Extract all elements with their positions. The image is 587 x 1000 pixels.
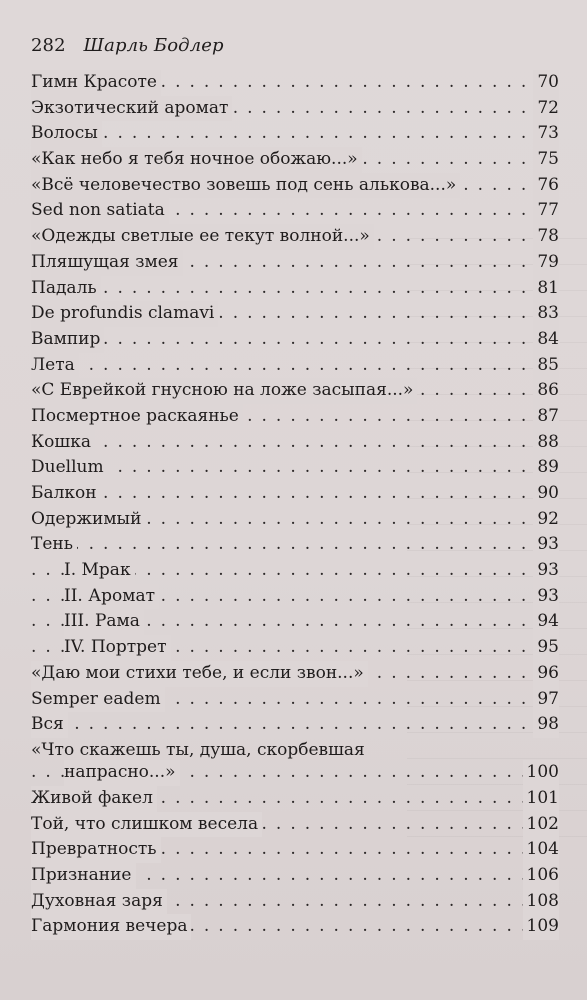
toc-entry-page-number: 93 — [533, 558, 559, 584]
dot-leader — [31, 121, 559, 147]
toc-entry-title: «Как небо я тебя ночное обожаю...» — [31, 147, 362, 173]
toc-entry-page-number: 79 — [533, 250, 559, 276]
toc-entry — [31, 198, 559, 224]
toc-entry — [31, 378, 559, 404]
toc-entry — [31, 837, 559, 863]
toc-entry — [31, 738, 559, 786]
toc-entry-page-number: 84 — [533, 327, 559, 353]
toc-entry — [31, 70, 559, 96]
toc-entry — [31, 609, 559, 635]
toc-entry — [31, 863, 559, 889]
toc-entry-page-number: 89 — [533, 455, 559, 481]
toc-entry-title: Живой факел — [31, 786, 157, 812]
dot-leader — [31, 276, 559, 302]
toc-entry — [31, 812, 559, 838]
toc-entry — [31, 558, 559, 584]
toc-entry-title: II. Аромат — [64, 584, 159, 610]
toc-entry-page-number: 77 — [533, 198, 559, 224]
toc-entry-title: Пляшущая змея — [31, 250, 183, 276]
running-header — [31, 34, 224, 58]
toc-entry-page-number: 96 — [533, 661, 559, 687]
toc-entry-title: «Одежды светлые ее текут волной...» — [31, 224, 374, 250]
toc-entry — [31, 430, 559, 456]
toc-entry-title: «Всё человечество зовешь под сень алькова...» — [31, 173, 460, 199]
toc-entry-page-number: 72 — [533, 96, 559, 122]
toc-entry-title: Semper eadem — [31, 687, 165, 713]
toc-entry — [31, 96, 559, 122]
toc-entry-title: Вся — [31, 712, 68, 738]
toc-entry-title: «С Еврейкой гнусною на ложе засыпая...» — [31, 378, 417, 404]
running-title: Шарль Бодлер — [83, 35, 224, 56]
toc-entry-title: Посмертное раскаянье — [31, 404, 243, 430]
dot-leader — [31, 327, 559, 353]
toc-entry — [31, 661, 559, 687]
toc-entry-title: «Даю мои стихи тебе, и если звон...» — [31, 661, 368, 687]
toc-entry-title: «Что скажешь ты, душа, скорбевшая — [31, 739, 365, 760]
toc-entry — [31, 889, 559, 915]
toc-entry-page-number: 90 — [533, 481, 559, 507]
toc-entry-page-number: 81 — [533, 276, 559, 302]
toc-entry-title: Вампир — [31, 327, 104, 353]
toc-entry — [31, 301, 559, 327]
toc-entry-title: Sed non satiata — [31, 198, 169, 224]
toc-entry-page-number: 70 — [533, 70, 559, 96]
toc-entry-title: Признание — [31, 863, 136, 889]
table-of-contents — [31, 70, 559, 940]
toc-entry-page-number: 88 — [533, 430, 559, 456]
toc-entry-title: Одержимый — [31, 507, 145, 533]
toc-entry-page-number: 83 — [533, 301, 559, 327]
toc-entry-title: Превратность — [31, 837, 161, 863]
toc-entry — [31, 224, 559, 250]
dot-leader — [31, 430, 559, 456]
dot-leader — [31, 353, 559, 379]
toc-entry-title: Экзотический аромат — [31, 96, 232, 122]
toc-entry — [31, 353, 559, 379]
toc-entry-title-continuation: напрасно...» — [64, 760, 180, 786]
toc-entry-page-number: 75 — [533, 147, 559, 173]
toc-entry — [31, 712, 559, 738]
toc-entry-page-number: 109 — [523, 914, 559, 940]
toc-entry-page-number: 73 — [533, 121, 559, 147]
toc-entry-page-number: 94 — [533, 609, 559, 635]
toc-entry — [31, 507, 559, 533]
page-number: 282 — [31, 35, 66, 56]
toc-entry-page-number: 85 — [533, 353, 559, 379]
toc-entry — [31, 404, 559, 430]
toc-entry-title: Гимн Красоте — [31, 70, 161, 96]
toc-entry — [31, 584, 559, 610]
toc-entry-title: Кошка — [31, 430, 95, 456]
toc-entry — [31, 327, 559, 353]
toc-entry — [31, 914, 559, 940]
toc-entry-page-number: 93 — [533, 584, 559, 610]
toc-entry-page-number: 86 — [533, 378, 559, 404]
toc-entry-page-number: 87 — [533, 404, 559, 430]
toc-entry-title: Лета — [31, 353, 79, 379]
toc-entry-page-number: 104 — [523, 837, 559, 863]
toc-entry-title: Волосы — [31, 121, 102, 147]
toc-entry-title: Балкон — [31, 481, 101, 507]
toc-entry-page-number: 78 — [533, 224, 559, 250]
toc-entry-title: Духовная заря — [31, 889, 167, 915]
toc-entry-title: III. Рама — [64, 609, 144, 635]
toc-entry-page-number: 108 — [523, 889, 559, 915]
toc-entry-page-number: 76 — [533, 173, 559, 199]
toc-entry — [31, 276, 559, 302]
toc-entry-page-number: 97 — [533, 687, 559, 713]
dot-leader — [31, 481, 559, 507]
toc-entry-page-number: 92 — [533, 507, 559, 533]
dot-leader — [31, 712, 559, 738]
toc-entry — [31, 455, 559, 481]
toc-entry — [31, 786, 559, 812]
toc-entry-title: IV. Портрет — [64, 635, 171, 661]
toc-entry-title: I. Мрак — [64, 558, 135, 584]
toc-entry — [31, 147, 559, 173]
toc-entry-page-number: 101 — [523, 786, 559, 812]
dot-leader — [31, 455, 559, 481]
toc-entry — [31, 481, 559, 507]
toc-entry-title: Той, что слишком весела — [31, 812, 262, 838]
toc-entry — [31, 532, 559, 558]
toc-entry-page-number: 102 — [523, 812, 559, 838]
toc-entry-title: De profundis clamavi — [31, 301, 218, 327]
toc-entry — [31, 635, 559, 661]
toc-entry — [31, 121, 559, 147]
toc-entry — [31, 173, 559, 199]
toc-entry-page-number: 93 — [533, 532, 559, 558]
toc-entry-page-number: 95 — [533, 635, 559, 661]
toc-entry-title: Гармония вечера — [31, 914, 191, 940]
toc-entry-title: Падаль — [31, 276, 101, 302]
dot-leader — [31, 532, 559, 558]
toc-entry-title: Тень — [31, 532, 77, 558]
toc-entry-page-number: 98 — [533, 712, 559, 738]
toc-entry-page-number: 106 — [523, 863, 559, 889]
toc-entry-title: Duellum — [31, 455, 108, 481]
toc-entry — [31, 250, 559, 276]
toc-entry-page-number: 100 — [523, 760, 559, 786]
toc-entry — [31, 687, 559, 713]
